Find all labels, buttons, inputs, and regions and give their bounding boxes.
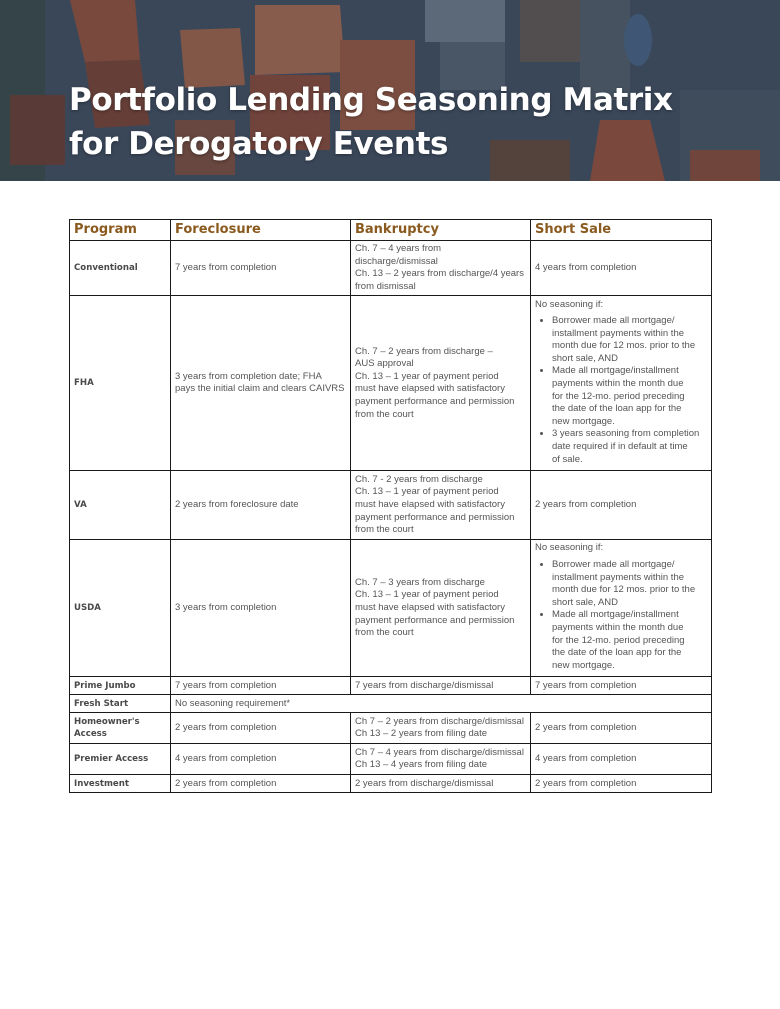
list-item [552, 315, 707, 365]
text-line: • Borrower made all mortgage/ [552, 315, 675, 327]
table-row [70, 540, 712, 677]
bankruptcy-cell [351, 471, 531, 540]
title-line-2: for Derogatory Events [69, 126, 449, 162]
text-line: Access [74, 729, 107, 740]
text-line: from dismissal [355, 280, 416, 292]
header-foreclosure: Foreclosure [171, 220, 351, 241]
text-line: payment performance and permission [355, 614, 515, 626]
text-line: • Made all mortgage/installment [552, 365, 679, 377]
text-line: payments within the month due [552, 378, 684, 390]
text-line: • Made all mortgage/installment [552, 609, 679, 621]
program-cell: Prime Jumbo [70, 677, 171, 695]
text-line: must have elapsed with satisfactory [355, 499, 505, 511]
foreclosure-cell: 3 years from completion [171, 540, 351, 677]
bankruptcy-cell [351, 744, 531, 775]
text-line: of sale. [552, 453, 583, 465]
bankruptcy-cell: 7 years from discharge/dismissal [351, 677, 531, 695]
program-cell: Premier Access [70, 744, 171, 775]
text-line: month due for 12 mos. prior to the [552, 340, 696, 352]
foreclosure-cell: 4 years from completion [171, 744, 351, 775]
header-program: Program [70, 220, 171, 241]
seasoning-matrix-table [69, 219, 712, 793]
text-line: Homeowner's [74, 716, 140, 727]
text-line: Ch. 7 – 3 years from discharge [355, 576, 485, 588]
bankruptcy-cell [351, 540, 531, 677]
list-item [552, 609, 707, 672]
foreclosure-cell: 2 years from foreclosure date [171, 471, 351, 540]
text-line: month due for 12 mos. prior to the [552, 584, 696, 596]
program-cell: Fresh Start [70, 695, 171, 713]
text-line: Ch. 7 – 4 years from discharge/dismissal [355, 243, 442, 267]
text-line: the date of the loan app for the [552, 647, 682, 659]
list-item [552, 559, 707, 609]
text-line: • Borrower made all mortgage/ [552, 559, 675, 570]
text-line: short sale, AND [552, 596, 618, 608]
merged-cell: No seasoning requirement* [171, 695, 712, 713]
text-line: Ch 13 – 4 years from filing date [355, 759, 488, 771]
header-banner [0, 0, 780, 181]
text-line: installment payments within the [552, 327, 685, 339]
text-line: from the court [355, 408, 414, 420]
bankruptcy-cell [351, 241, 531, 296]
text-line: Ch 7 – 4 years from discharge/dismissal [355, 746, 524, 758]
text-line: the date of the loan app for the [552, 403, 682, 415]
text-line: Ch. 13 – 1 year of payment period [355, 589, 499, 601]
text-line: from the court [355, 627, 414, 639]
foreclosure-cell: 2 years from completion [171, 713, 351, 744]
text-line: Ch. 13 – 2 years from discharge/4 years [355, 268, 524, 280]
text-line: new mortgage. [552, 659, 615, 671]
list-item [552, 428, 707, 466]
short-sale-cell [531, 540, 712, 677]
table-row [70, 241, 712, 296]
table-row [70, 713, 712, 744]
condition-list [535, 559, 707, 672]
foreclosure-cell: 7 years from completion [171, 241, 351, 296]
no-seasoning-label: No seasoning if: [535, 542, 604, 554]
text-line: must have elapsed with satisfactory [355, 383, 505, 395]
table-row [70, 775, 712, 793]
text-line: AUS approval [355, 358, 414, 370]
table-row [70, 695, 712, 713]
bankruptcy-cell [351, 713, 531, 744]
table-header-row [70, 220, 712, 241]
text-line: Ch. 13 – 1 year of payment period [355, 486, 499, 498]
title-line-1: Portfolio Lending Seasoning Matrix [69, 82, 673, 118]
text-line: short sale, AND [552, 352, 618, 364]
text-line: Ch. 13 – 1 year of payment period [355, 370, 499, 382]
text-line: date required if in default at time [552, 441, 688, 453]
short-sale-cell: 2 years from completion [531, 775, 712, 793]
text-line: for the 12-mo. period preceding [552, 390, 685, 402]
condition-list [535, 315, 707, 466]
text-line: Ch 13 – 2 years from filing date [355, 728, 488, 740]
short-sale-cell: 7 years from completion [531, 677, 712, 695]
header-short-sale: Short Sale [531, 220, 712, 241]
no-seasoning-label: No seasoning if: [535, 298, 604, 310]
table-row [70, 677, 712, 695]
short-sale-cell [531, 296, 712, 471]
short-sale-cell: 4 years from completion [531, 241, 712, 296]
text-line: from the court [355, 524, 414, 536]
foreclosure-cell: 7 years from completion [171, 677, 351, 695]
foreclosure-cell [171, 296, 351, 471]
program-cell: Investment [70, 775, 171, 793]
program-cell: VA [70, 471, 171, 540]
text-line: must have elapsed with satisfactory [355, 602, 505, 614]
text-line: Ch. 7 – 2 years from discharge – [355, 345, 493, 357]
table-row [70, 744, 712, 775]
bankruptcy-cell: 2 years from discharge/dismissal [351, 775, 531, 793]
program-cell [70, 713, 171, 744]
bankruptcy-cell [351, 296, 531, 471]
program-cell: USDA [70, 540, 171, 677]
text-line: 3 years from completion date; FHA [175, 370, 322, 382]
text-line: payment performance and permission [355, 511, 515, 523]
short-sale-cell: 4 years from completion [531, 744, 712, 775]
table-row [70, 296, 712, 471]
list-item [552, 365, 707, 428]
header-bankruptcy: Bankruptcy [351, 220, 531, 241]
short-sale-cell: 2 years from completion [531, 471, 712, 540]
foreclosure-cell: 2 years from completion [171, 775, 351, 793]
table-row [70, 471, 712, 540]
text-line: installment payments within the [552, 571, 685, 583]
text-line: Ch. 7 - 2 years from discharge [355, 473, 483, 485]
short-sale-cell: 2 years from completion [531, 713, 712, 744]
text-line: Ch 7 – 2 years from discharge/dismissal [355, 715, 524, 727]
text-line: new mortgage. [552, 415, 615, 427]
program-cell: FHA [70, 296, 171, 471]
text-line: payments within the month due [552, 621, 684, 633]
text-line: for the 12-mo. period preceding [552, 634, 685, 646]
text-line: payment performance and permission [355, 395, 515, 407]
program-cell: Conventional [70, 241, 171, 296]
text-line: • 3 years seasoning from completion [552, 428, 700, 440]
page-title [69, 78, 673, 166]
text-line: pays the initial claim and clears CAIVRS [175, 383, 345, 395]
